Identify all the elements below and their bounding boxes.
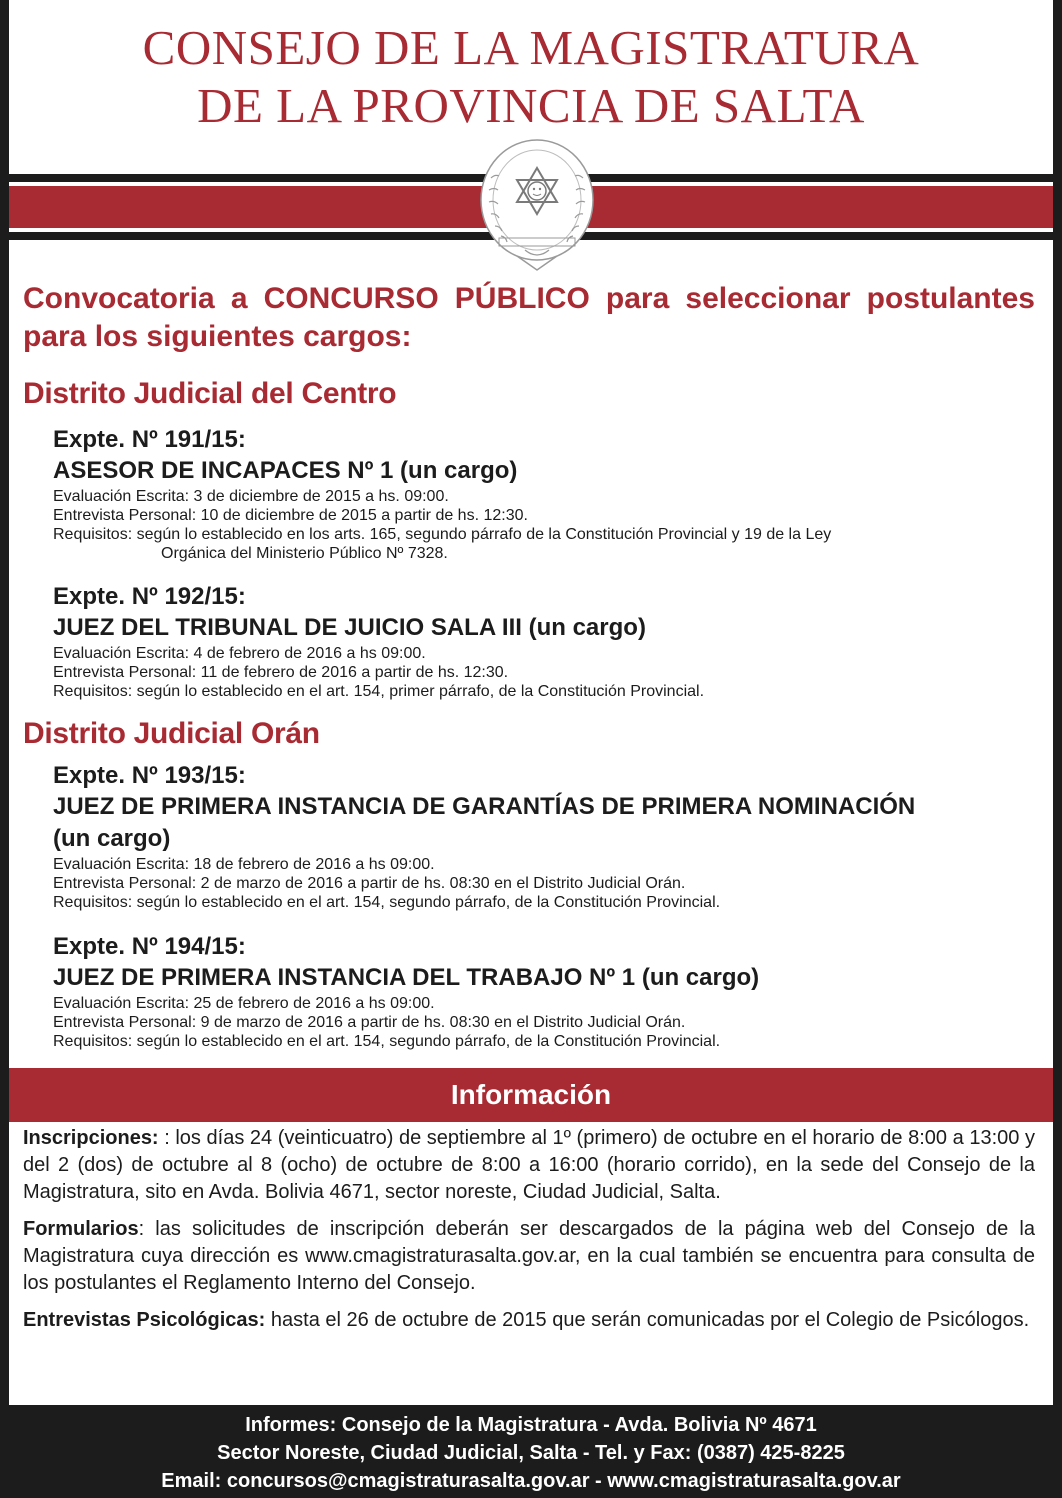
expediente-cargo: JUEZ DEL TRIBUNAL DE JUICIO SALA III (un cargo) — [53, 614, 646, 641]
expediente-192 — [53, 582, 1043, 701]
expediente-requisitos-cont: Orgánica del Ministerio Público Nº 7328. — [161, 545, 448, 562]
expediente-entrevista: Entrevista Personal: 10 de diciembre de 2015 a partir de hs. 12:30. — [53, 507, 528, 524]
info-entrevistas-text: hasta el 26 de octubre de 2015 que serán comunicadas por el Colegio de Psicólogos. — [265, 1309, 1030, 1331]
expediente-cargo: JUEZ DE PRIMERA INSTANCIA DE GARANTÍAS DE PRIMERA NOMINACIÓN (un cargo) — [53, 793, 916, 852]
expediente-evaluacion: Evaluación Escrita: 3 de diciembre de 2015 a hs. 09:00. — [53, 488, 449, 505]
info-heading-bar: Información — [9, 1068, 1053, 1122]
expediente-requisitos: Requisitos: según lo establecido en el art. 154, primer párrafo, de la Constitución Provincial. — [53, 683, 705, 700]
expediente-requisitos: Requisitos: según lo establecido en el art. 154, segundo párrafo, de la Constitución Provincial. — [53, 894, 721, 911]
expediente-evaluacion: Evaluación Escrita: 4 de febrero de 2016 a hs 09:00. — [53, 645, 426, 662]
header-title-line2: DE LA PROVINCIA DE SALTA — [197, 78, 865, 133]
expediente-number: Expte. Nº 192/15: — [53, 583, 246, 610]
expediente-193 — [53, 761, 1043, 912]
expediente-number: Expte. Nº 193/15: — [53, 762, 246, 789]
expediente-requisitos: Requisitos: según lo establecido en los arts. 165, segundo párrafo de la Constitución Provincial y 19 de la Ley — [53, 526, 832, 543]
info-formularios — [23, 1216, 1035, 1297]
footer-contact — [0, 1405, 1062, 1498]
district-heading-centro: Distrito Judicial del Centro — [23, 377, 397, 410]
expediente-evaluacion: Evaluación Escrita: 18 de febrero de 2016 a hs 09:00. — [53, 856, 435, 873]
expediente-cargo: JUEZ DE PRIMERA INSTANCIA DEL TRABAJO Nº 1 (un cargo) — [53, 964, 760, 991]
info-inscripciones-text: : los días 24 (veinticuatro) de septiembre al 1º (primero) de octubre en el horario de 8:00 a 13:00 y del 2 (dos) de octubre al 8 (ocho) de octubre de 8:00 a 16:00 (horario corrido), en la sede del Consejo de la Magistratura, sito en Avda. Bolivia 4671, sector noreste, Ciudad Judicial, Salta. — [23, 1127, 1035, 1203]
intro-heading: Convocatoria a CONCURSO PÚBLICO para seleccionar postulantes para los siguientes cargos: — [23, 282, 1035, 353]
expediente-191 — [53, 425, 1043, 563]
info-formularios-label: Formularios — [23, 1218, 139, 1240]
district-heading-oran: Distrito Judicial Orán — [23, 717, 320, 750]
expediente-194 — [53, 932, 1043, 1051]
info-inscripciones — [23, 1125, 1035, 1206]
provincial-seal-icon — [477, 138, 597, 276]
expediente-requisitos: Requisitos: según lo establecido en el art. 154, segundo párrafo, de la Constitución Provincial. — [53, 1033, 721, 1050]
expediente-entrevista: Entrevista Personal: 9 de marzo de 2016 a partir de hs. 08:30 en el Distrito Judicial Orán. — [53, 1014, 686, 1031]
expediente-cargo: ASESOR DE INCAPACES Nº 1 (un cargo) — [53, 457, 518, 484]
info-body — [23, 1125, 1035, 1344]
info-formularios-text: : las solicitudes de inscripción deberán ser descargados de la página web del Consejo de la Magistratura cuya dirección es www.cmagistraturasalta.gov.ar, en la cual también se encuentra para consulta de los postulantes el Reglamento Interno del Consejo. — [23, 1218, 1035, 1294]
footer-line3: Email: concursos@cmagistraturasalta.gov.ar - www.cmagistraturasalta.gov.ar — [161, 1470, 901, 1492]
info-entrevistas-label: Entrevistas Psicológicas: — [23, 1309, 266, 1331]
poster — [9, 0, 1053, 1498]
expediente-entrevista: Entrevista Personal: 11 de febrero de 2016 a partir de hs. 12:30. — [53, 664, 509, 681]
footer-line1: Informes: Consejo de la Magistratura - Avda. Bolivia Nº 4671 — [245, 1414, 817, 1436]
header-title-line1: CONSEJO DE LA MAGISTRATURA — [142, 20, 920, 75]
expediente-entrevista: Entrevista Personal: 2 de marzo de 2016 a partir de hs. 08:30 en el Distrito Judicial Orán. — [53, 875, 686, 892]
expediente-number: Expte. Nº 191/15: — [53, 426, 246, 453]
info-entrevistas — [23, 1307, 1035, 1334]
info-inscripciones-label: Inscripciones: — [23, 1127, 159, 1149]
footer-line2: Sector Noreste, Ciudad Judicial, Salta - Tel. y Fax: (0387) 425-8225 — [217, 1442, 845, 1464]
expediente-number: Expte. Nº 194/15: — [53, 933, 246, 960]
expediente-evaluacion: Evaluación Escrita: 25 de febrero de 2016 a hs 09:00. — [53, 995, 435, 1012]
